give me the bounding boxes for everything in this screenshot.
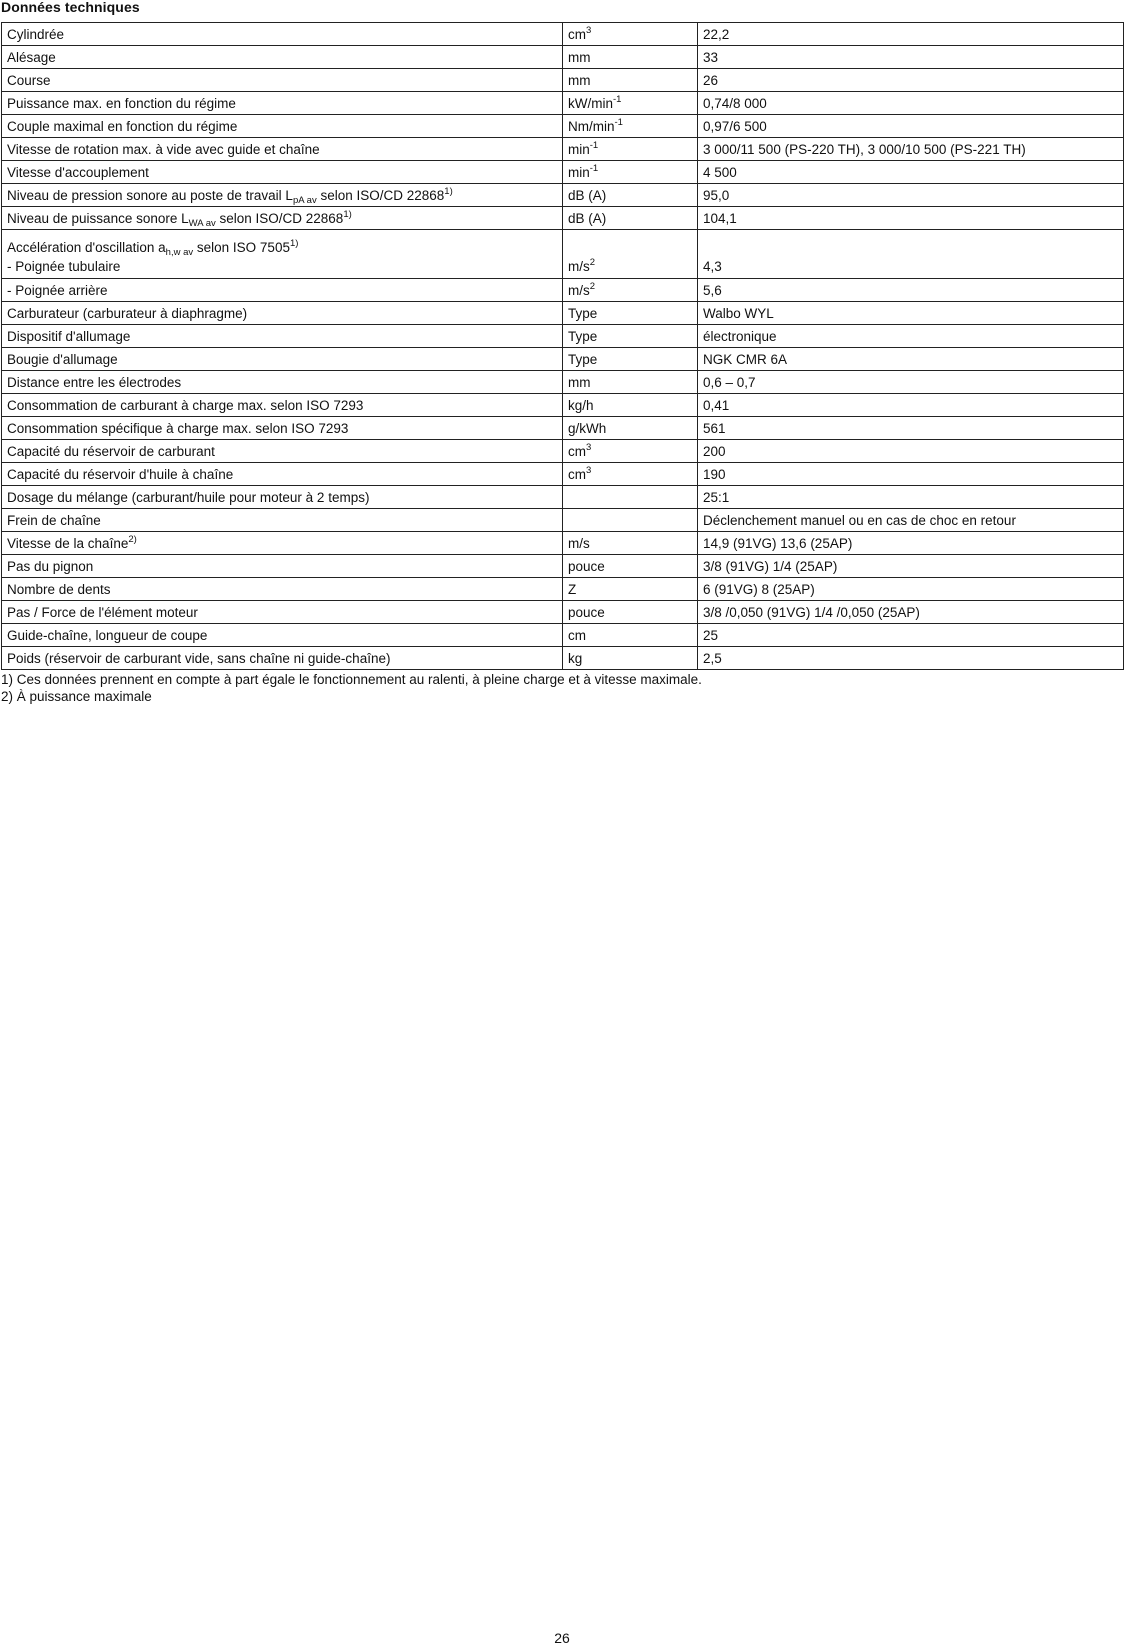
- table-row: [2, 624, 1124, 647]
- spec-value: 33: [698, 46, 1124, 69]
- spec-value: NGK CMR 6A: [698, 348, 1124, 371]
- table-row: [2, 325, 1124, 348]
- spec-label: Carburateur (carburateur à diaphragme): [2, 302, 563, 325]
- table-row: [2, 509, 1124, 532]
- table-row: [2, 92, 1124, 115]
- spec-value: 2,5: [698, 647, 1124, 670]
- spec-value: Déclenchement manuel ou en cas de choc en retour: [698, 509, 1124, 532]
- technical-data-table: [1, 22, 1124, 670]
- spec-value: 22,2: [698, 23, 1124, 46]
- spec-value: 25:1: [698, 486, 1124, 509]
- spec-label: Puissance max. en fonction du régime: [2, 92, 563, 115]
- spec-label: Pas / Force de l'élément moteur: [2, 601, 563, 624]
- spec-value: 26: [698, 69, 1124, 92]
- spec-unit: kg/h: [563, 394, 698, 417]
- spec-unit: dB (A): [563, 184, 698, 207]
- table-row: [2, 207, 1124, 230]
- spec-label: Frein de chaîne: [2, 509, 563, 532]
- spec-label: Accélération d'oscillation $a_{h,w av}$ selon ISO 7505$^{1)}$ - Poignée tubulaire: [2, 230, 563, 279]
- page-title: Données techniques: [1, 0, 140, 15]
- table-row: [2, 463, 1124, 486]
- table-row: [2, 555, 1124, 578]
- table-row: [2, 230, 1124, 279]
- spec-unit: $m/s^2$: [563, 279, 698, 302]
- spec-label: Cylindrée: [2, 23, 563, 46]
- spec-label: Vitesse d'accouplement: [2, 161, 563, 184]
- spec-value: 0,97/6 500: [698, 115, 1124, 138]
- spec-label: Nombre de dents: [2, 578, 563, 601]
- table-row: [2, 601, 1124, 624]
- table-row: [2, 69, 1124, 92]
- footnotes: [1, 671, 702, 705]
- spec-label: Poids (réservoir de carburant vide, sans chaîne ni guide-chaîne): [2, 647, 563, 670]
- spec-value: 3/8 (91VG) 1/4 (25AP): [698, 555, 1124, 578]
- spec-unit: pouce: [563, 601, 698, 624]
- spec-unit: $cm^3$: [563, 440, 698, 463]
- spec-unit: kg: [563, 647, 698, 670]
- spec-label: Vitesse de la chaîne$^{2)}$: [2, 532, 563, 555]
- table-row: [2, 279, 1124, 302]
- spec-unit: cm: [563, 624, 698, 647]
- spec-label: Consommation spécifique à charge max. selon ISO 7293: [2, 417, 563, 440]
- table-row: [2, 647, 1124, 670]
- spec-unit: mm: [563, 371, 698, 394]
- spec-unit: Type: [563, 325, 698, 348]
- table-row: [2, 115, 1124, 138]
- spec-label: Dosage du mélange (carburant/huile pour moteur à 2 temps): [2, 486, 563, 509]
- spec-label: Niveau de pression sonore au poste de travail $L_{pA av}$ selon ISO/CD 22868$^{1)}$: [2, 184, 563, 207]
- spec-value: électronique: [698, 325, 1124, 348]
- spec-value: 5,6: [698, 279, 1124, 302]
- spec-value: 0,41: [698, 394, 1124, 417]
- table-row: [2, 348, 1124, 371]
- spec-value: 0,6 – 0,7: [698, 371, 1124, 394]
- spec-unit: Z: [563, 578, 698, 601]
- page-number: 26: [554, 1630, 570, 1646]
- spec-value: 14,9 (91VG) 13,6 (25AP): [698, 532, 1124, 555]
- spec-label: Pas du pignon: [2, 555, 563, 578]
- spec-label: Niveau de puissance sonore $L_{WA av}$ selon ISO/CD 22868$^{1)}$: [2, 207, 563, 230]
- spec-label: Alésage: [2, 46, 563, 69]
- table-row: [2, 184, 1124, 207]
- spec-unit: pouce: [563, 555, 698, 578]
- spec-value: 190: [698, 463, 1124, 486]
- footnote-1: 1) Ces données prennent en compte à part égale le fonctionnement au ralenti, à pleine charge et à vitesse maximale.: [1, 672, 702, 687]
- spec-unit: $m/s^2$: [563, 230, 698, 279]
- spec-value: 3 000/11 500 (PS-220 TH), 3 000/10 500 (PS-221 TH): [698, 138, 1124, 161]
- spec-value: 104,1: [698, 207, 1124, 230]
- table-row: [2, 138, 1124, 161]
- spec-value: 4,3: [698, 230, 1124, 279]
- spec-unit: $cm^3$: [563, 23, 698, 46]
- spec-value: Walbo WYL: [698, 302, 1124, 325]
- spec-value: 6 (91VG) 8 (25AP): [698, 578, 1124, 601]
- table-row: [2, 371, 1124, 394]
- spec-label: Capacité du réservoir d'huile à chaîne: [2, 463, 563, 486]
- spec-label: Distance entre les électrodes: [2, 371, 563, 394]
- table-row: [2, 578, 1124, 601]
- spec-unit: Type: [563, 302, 698, 325]
- spec-label: Bougie d'allumage: [2, 348, 563, 371]
- table-row: [2, 417, 1124, 440]
- spec-unit: [563, 486, 698, 509]
- spec-unit: $cm^3$: [563, 463, 698, 486]
- spec-value: 200: [698, 440, 1124, 463]
- table-row: [2, 23, 1124, 46]
- spec-unit: mm: [563, 46, 698, 69]
- spec-unit: Type: [563, 348, 698, 371]
- spec-value: 95,0: [698, 184, 1124, 207]
- spec-unit: dB (A): [563, 207, 698, 230]
- footnote-2: 2) À puissance maximale: [1, 689, 152, 704]
- table-row: [2, 161, 1124, 184]
- table-row: [2, 486, 1124, 509]
- spec-unit: $Nm/\min^{-1}$: [563, 115, 698, 138]
- spec-value: 561: [698, 417, 1124, 440]
- spec-unit: $kW/\min^{-1}$: [563, 92, 698, 115]
- spec-value: 3/8 /0,050 (91VG) 1/4 /0,050 (25AP): [698, 601, 1124, 624]
- spec-label: Guide-chaîne, longueur de coupe: [2, 624, 563, 647]
- spec-unit: mm: [563, 69, 698, 92]
- spec-unit: g/kWh: [563, 417, 698, 440]
- spec-value: 0,74/8 000: [698, 92, 1124, 115]
- spec-value: 25: [698, 624, 1124, 647]
- spec-unit: $\min^{-1}$: [563, 138, 698, 161]
- spec-label: Dispositif d'allumage: [2, 325, 563, 348]
- spec-label: Capacité du réservoir de carburant: [2, 440, 563, 463]
- spec-label: - Poignée arrière: [2, 279, 563, 302]
- spec-label: Couple maximal en fonction du régime: [2, 115, 563, 138]
- spec-value: 4 500: [698, 161, 1124, 184]
- spec-unit: m/s: [563, 532, 698, 555]
- spec-label: Consommation de carburant à charge max. selon ISO 7293: [2, 394, 563, 417]
- spec-unit: $\min^{-1}$: [563, 161, 698, 184]
- table-row: [2, 532, 1124, 555]
- table-row: [2, 46, 1124, 69]
- table-row: [2, 394, 1124, 417]
- spec-label: Vitesse de rotation max. à vide avec guide et chaîne: [2, 138, 563, 161]
- table-row: [2, 302, 1124, 325]
- spec-label: Course: [2, 69, 563, 92]
- spec-unit: [563, 509, 698, 532]
- table-row: [2, 440, 1124, 463]
